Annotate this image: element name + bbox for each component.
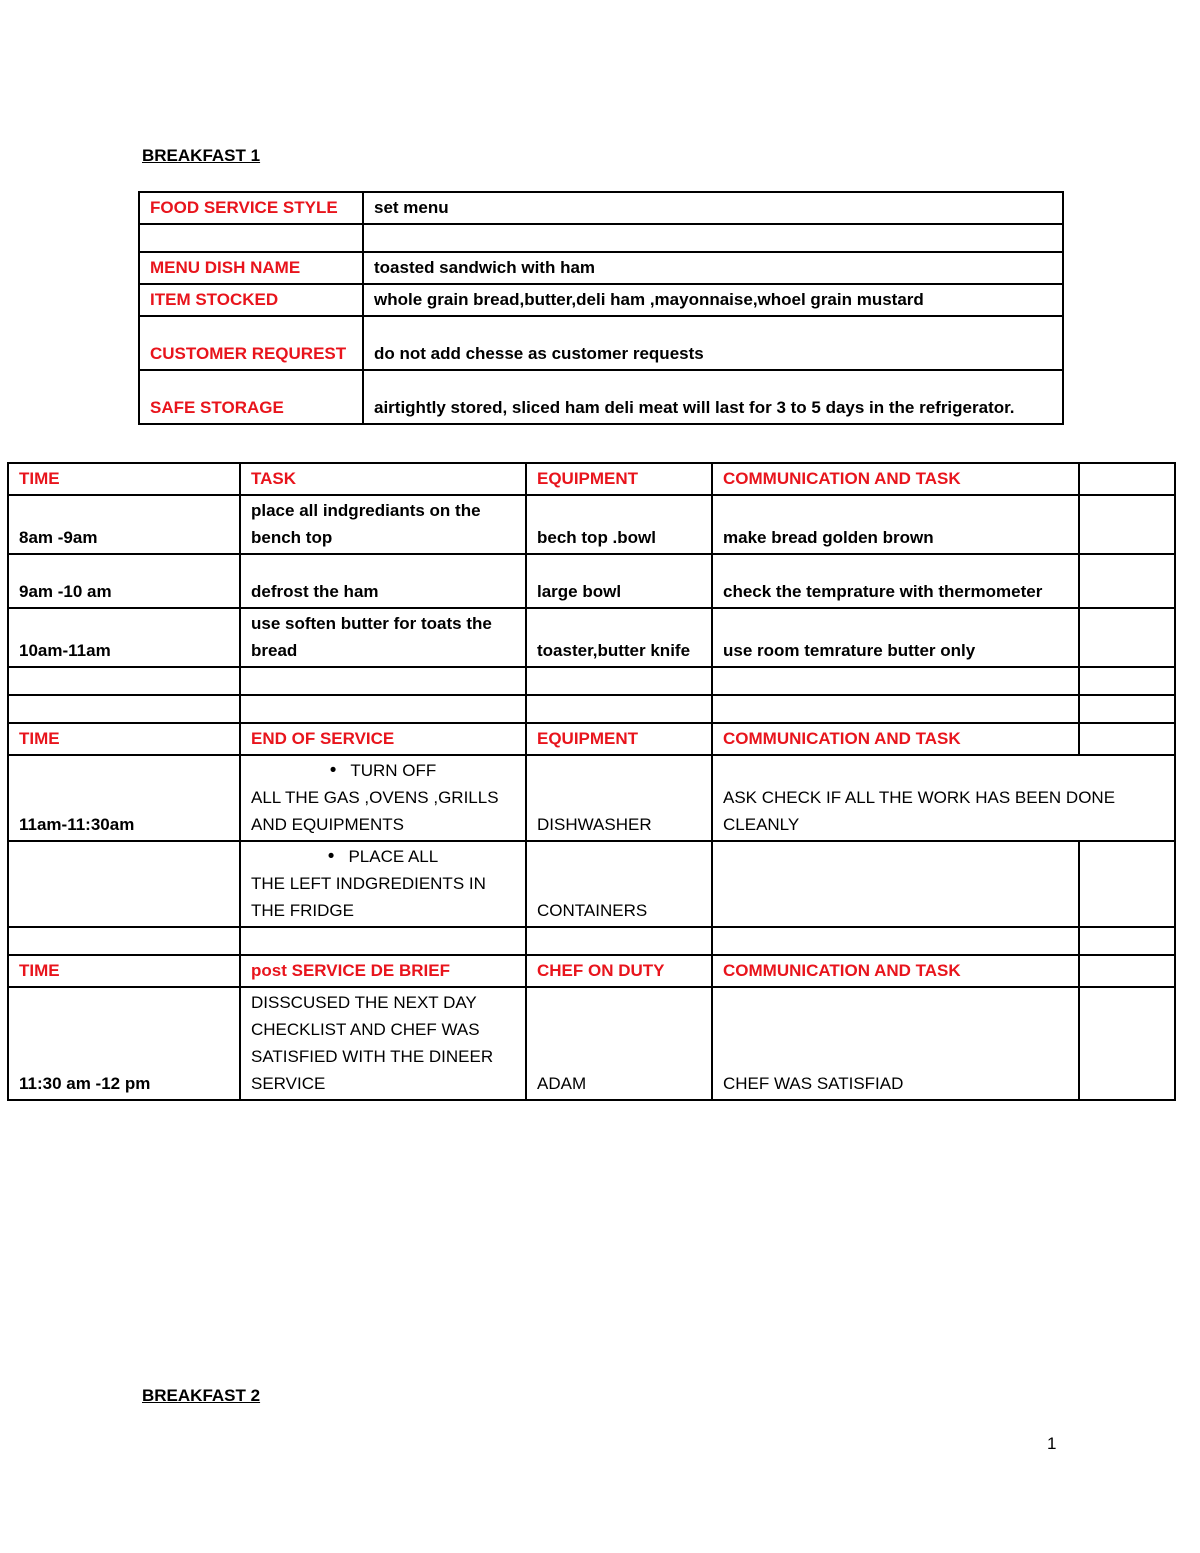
task-cell [240,755,526,841]
empty-cell [240,695,526,723]
empty-cell [712,667,1079,695]
item-stocked-label: ITEM STOCKED [139,284,363,316]
empty-cell [1079,554,1175,608]
empty-cell [1079,608,1175,667]
time-header: TIME [8,723,240,755]
time-cell: 8am -9am [8,495,240,554]
empty-cell [8,695,240,723]
task-cell: defrost the ham [240,554,526,608]
task-header: TASK [240,463,526,495]
empty-cell [1079,695,1175,723]
communication-cell [712,841,1079,927]
breakfast-1-heading: BREAKFAST 1 [142,146,261,165]
food-service-style-label: FOOD SERVICE STYLE [139,192,363,224]
communication-cell: ASK CHECK IF ALL THE WORK HAS BEEN DONE CLEANLY [712,755,1175,841]
empty-cell [240,927,526,955]
empty-cell [1079,667,1175,695]
empty-cell [1079,841,1175,927]
communication-cell: check the temprature with thermometer [712,554,1079,608]
menu-dish-name-label: MENU DISH NAME [139,252,363,284]
menu-dish-name-value: toasted sandwich with ham [363,252,1063,284]
equipment-header: EQUIPMENT [526,463,712,495]
equipment-cell: large bowl [526,554,712,608]
equipment-header: EQUIPMENT [526,723,712,755]
service-schedule-table [7,462,1176,1101]
communication-cell: CHEF WAS SATISFIAD [712,987,1079,1100]
empty-cell [526,667,712,695]
food-info-table [138,191,1064,425]
post-service-debrief-header: post SERVICE DE BRIEF [240,955,526,987]
task-cell [240,841,526,927]
chef-on-duty-header: CHEF ON DUTY [526,955,712,987]
equipment-cell: CONTAINERS [526,841,712,927]
empty-cell [1079,955,1175,987]
empty-cell [8,667,240,695]
communication-header: COMMUNICATION AND TASK [712,463,1079,495]
page-number: 1 [1047,1434,1057,1453]
time-cell: 10am-11am [8,608,240,667]
communication-header: COMMUNICATION AND TASK [712,955,1079,987]
empty-cell [712,695,1079,723]
time-header: TIME [8,955,240,987]
empty-cell [526,927,712,955]
task-cell: place all indgrediants on the bench top [240,495,526,554]
bullet-item: • PLACE ALL [251,843,515,870]
time-cell: 11am-11:30am [8,755,240,841]
empty-cell [1079,463,1175,495]
chef-cell: ADAM [526,987,712,1100]
task-text: ALL THE GAS ,OVENS ,GRILLS AND EQUIPMENTS [251,788,499,834]
task-cell: DISSCUSED THE NEXT DAY CHECKLIST AND CHEF WAS SATISFIED WITH THE DINEER SERVICE [240,987,526,1100]
task-text: THE LEFT INDGREDIENTS IN THE FRIDGE [251,874,486,920]
breakfast-2-heading: BREAKFAST 2 [142,1386,261,1405]
task-cell: use soften butter for toats the bread [240,608,526,667]
customer-request-value: do not add chesse as customer requests [363,316,1063,370]
time-header: TIME [8,463,240,495]
communication-header: COMMUNICATION AND TASK [712,723,1079,755]
time-cell: 11:30 am -12 pm [8,987,240,1100]
safe-storage-label: SAFE STORAGE [139,370,363,424]
empty-cell [1079,927,1175,955]
communication-cell: make bread golden brown [712,495,1079,554]
time-cell [8,841,240,927]
bullet-item: • TURN OFF [251,757,515,784]
customer-request-label: CUSTOMER REQUREST [139,316,363,370]
end-of-service-header: END OF SERVICE [240,723,526,755]
food-service-style-value: set menu [363,192,1063,224]
safe-storage-value: airtightly stored, sliced ham deli meat will last for 3 to 5 days in the refrigerator. [363,370,1063,424]
equipment-cell: DISHWASHER [526,755,712,841]
empty-cell [363,224,1063,252]
empty-cell [526,695,712,723]
empty-cell [139,224,363,252]
time-cell: 9am -10 am [8,554,240,608]
equipment-cell: bech top .bowl [526,495,712,554]
empty-cell [8,927,240,955]
empty-cell [1079,495,1175,554]
empty-cell [712,927,1079,955]
communication-cell: use room temrature butter only [712,608,1079,667]
empty-cell [1079,987,1175,1100]
item-stocked-value: whole grain bread,butter,deli ham ,mayonnaise,whoel grain mustard [363,284,1063,316]
empty-cell [1079,723,1175,755]
empty-cell [240,667,526,695]
equipment-cell: toaster,butter knife [526,608,712,667]
